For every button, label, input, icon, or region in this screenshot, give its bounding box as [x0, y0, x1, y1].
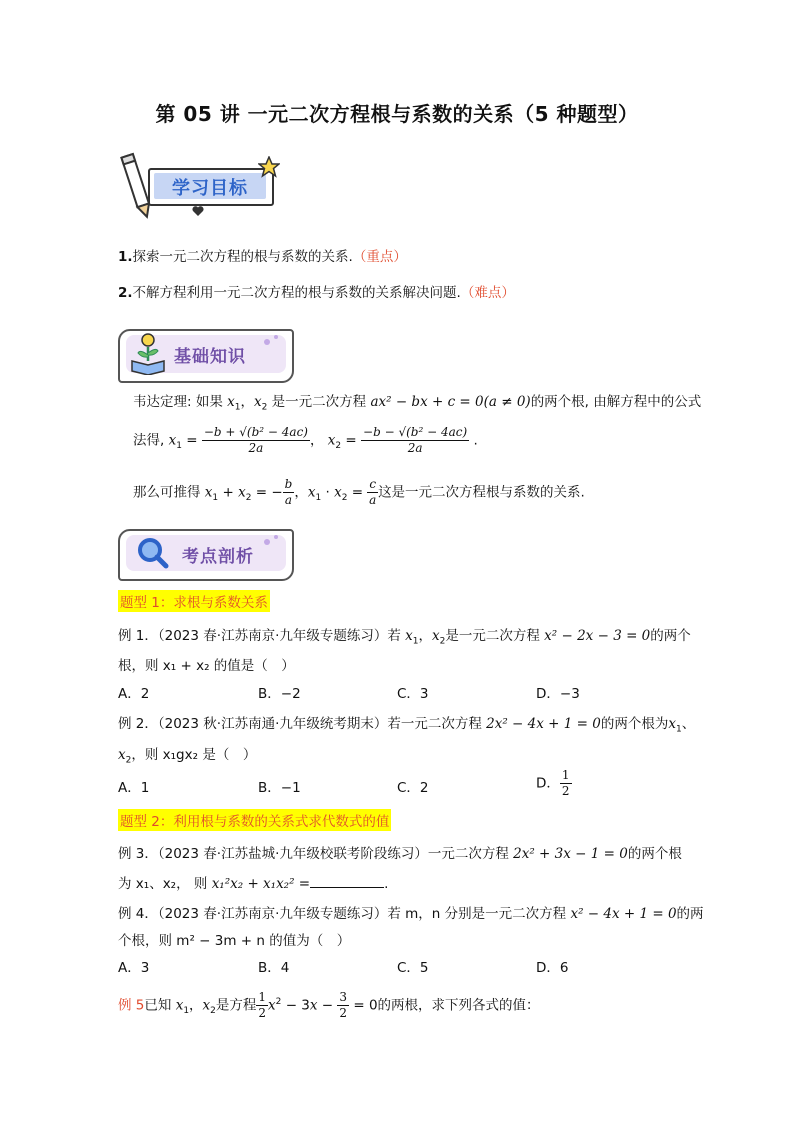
ex1-line-2: 根，则 x₁ + x₂ 的值是（ ）	[118, 658, 295, 674]
ex4-line-1: 例 4．（2023 春·江苏南京·九年级专题练习）若 m，n 分别是一元二次方程 x² − 4x + 1 = 0的两	[118, 906, 704, 922]
ex2-option-a: A．1	[118, 780, 150, 796]
basics-label: 基础知识	[174, 347, 246, 367]
star-icon	[258, 156, 280, 178]
ex4-option-a: A．3	[118, 960, 150, 976]
ex2-option-b: B．−1	[258, 780, 301, 796]
basics-banner	[118, 325, 294, 385]
vieta-line-1: 韦达定理: 如果 $x_1$，$x_2$ 是一元二次方程 ax² − bx + c = 0(a ≠ 0)的两个根, 由解方程中的公式	[133, 394, 702, 413]
analysis-banner	[118, 527, 294, 582]
ex1-option-c: C．3	[397, 686, 429, 702]
ex4-option-c: C．5	[397, 960, 429, 976]
ex2-line-1: 例 2．（2023 秋·江苏南通·九年级统考期末）若一元二次方程 2x² − 4x + 1 = 0的两个根为$x_1$、	[118, 716, 696, 735]
x2-formula: $\frac{\text{−b − √(b² − 4ac)}}{2a}$	[363, 425, 468, 455]
ex2-line-2: $x_2$，则 x₁gx₂ 是（ ）	[118, 747, 257, 766]
goal-1: 1.探索一元二次方程的根与系数的关系.（重点）	[118, 249, 407, 265]
analysis-label: 考点剖析	[182, 547, 254, 567]
goal-2: 2.不解方程利用一元二次方程的根与系数的关系解决问题.（难点）	[118, 285, 515, 301]
ex3-line-1: 例 3．（2023 春·江苏盐城·九年级校联考阶段练习）一元二次方程 2x² + 3x − 1 = 0的两个根	[118, 846, 682, 862]
ex1-option-a: A．2	[118, 686, 150, 702]
page-title: 第 05 讲 一元二次方程根与系数的关系（5 种题型）	[155, 102, 639, 126]
vieta-line-3: 那么可推得 $x_1 + x_2$ = − $\frac{b}{a}$ ，$x_1 \cdot x_2$ = $\frac{c}{a}$ 这是一元二次方程根与系数的关系.	[133, 477, 585, 507]
ex2-option-c: C．2	[397, 780, 429, 796]
goals-label: 学习目标	[172, 178, 248, 199]
book-plant-icon	[128, 331, 168, 375]
ex4-option-d: D．6	[536, 960, 569, 976]
ex5-line-1: 例 5已知 $x_1$，$x_2$是方程 $\frac{1}{2}$ $x^2 - 3x$ − $\frac{3}{2}$ = 0的两根，求下列各式的值：	[118, 990, 540, 1020]
type2-heading: 题型 2：利用根与系数的关系式求代数式的值	[118, 809, 391, 831]
ex4-option-b: B．4	[258, 960, 290, 976]
magnifier-icon	[136, 536, 170, 570]
goals-banner	[118, 150, 278, 220]
ex1-line-1: 例 1．（2023 春·江苏南京·九年级专题练习）若 $x_1$，$x_2$是一元二次方程 x² − 2x − 3 = 0的两个	[118, 628, 691, 647]
x1-formula: $\frac{\text{−b + √(b² − 4ac)}}{2a}$	[203, 425, 308, 455]
heart-icon	[192, 205, 204, 217]
ex2-option-d: D． $\frac{1}{2}$	[536, 768, 570, 798]
type1-heading: 题型 1：求根与系数关系	[118, 590, 270, 612]
ex4-line-2: 个根，则 m² − 3m + n 的值为（ ）	[118, 933, 351, 949]
answer-blank[interactable]	[310, 887, 384, 888]
vieta-line-2: 法得, $x_1$ = $\frac{\text{−b + √(b² − 4ac)}}{2a}$ ， $x_2$ = $\frac{\text{−b − √(b² − 4ac)}}{2a}$ .	[133, 425, 478, 455]
ex1-option-b: B．−2	[258, 686, 301, 702]
ex3-line-2: 为 x₁、x₂， 则 x₁²x₂ + x₁x₂² = .	[118, 876, 389, 892]
ex1-option-d: D．−3	[536, 686, 580, 702]
